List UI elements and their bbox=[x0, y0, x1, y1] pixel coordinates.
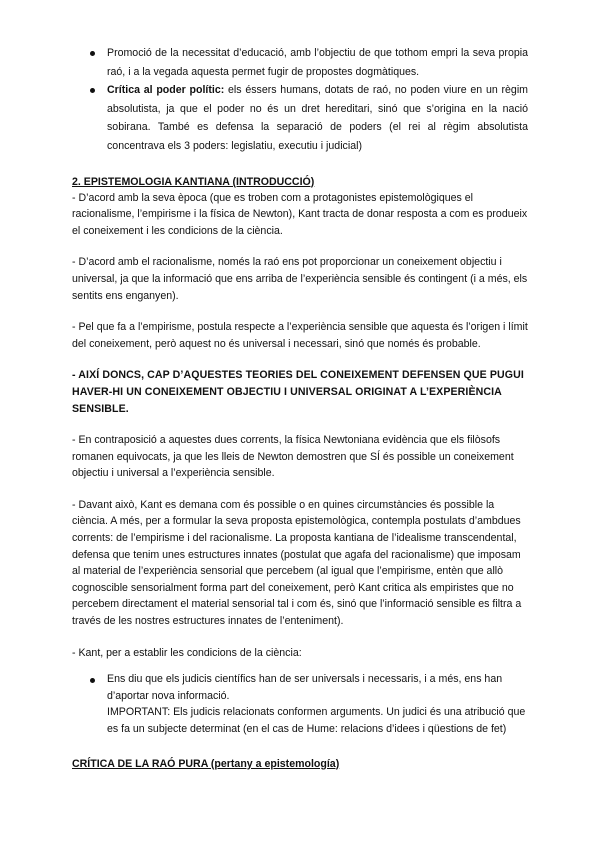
bullet-text-important: IMPORTANT: Els judicis relacionats conformen arguments. Un judici és una atribució que es fa un subjecte determinat (en el cas de Hume: relacions d’idees i qüestions de fet) bbox=[107, 706, 526, 735]
list-item bbox=[90, 671, 528, 737]
list-item bbox=[90, 44, 528, 81]
bullet-icon bbox=[90, 88, 95, 93]
document-page bbox=[72, 44, 528, 772]
bullet-list-kant bbox=[72, 671, 528, 737]
paragraph: - D’acord amb la seva època (que es troben com a protagonistes epistemològiques el racionalisme, l’empirisme i la física de Newton), Kant tracta de donar resposta a com es produeix el coneixement i les condicions de la ciència. bbox=[72, 191, 528, 237]
bullet-icon bbox=[90, 51, 95, 56]
bullet-icon bbox=[90, 678, 95, 683]
paragraph: - Davant això, Kant es demana com és possible o en quines circumstàncies és possible la ciència. A més, per a formular la seva proposta epistemològica, contempla postulats d’ambdues corrents: de l’empirisme i del racionalisme. La proposta kantiana de l’idealisme transcendental, defensa que tenim unes estructures innates (postulat que agafa del racionalisme) que imposam al material de l’experiència sensorial que percebem (al igual que l’empirisme, entèn que allò cognoscible sensorialment forma part del coneixement, però Kant critica als empiristes que no percebem directament el material sensorial tal i com és, sinó que l’informació sensible es filtra a través de les nostres estructures innates de l’enteniment). bbox=[72, 498, 522, 628]
bullet-text-critica: els éssers humans, dotats de raó, no poden viure en un règim absolutista, ja que el poder no és un dret hereditari, sinó que s’origina en la nació sobirana. També es defensa la separació de poders (el rei al règim absolutista concentrava els 3 poders: legislatiu, executiu i judicial) bbox=[107, 84, 528, 152]
paragraph: - D’acord amb el racionalisme, només la raó ens pot proporcionar un coneixement objectiu i universal, ja que la informació que ens arriba de l’experiència sensible és contingent (i a més, els sentits ens enganyen). bbox=[72, 256, 528, 302]
list-item bbox=[90, 81, 528, 155]
paragraph: - En contraposició a aquestes dues corrents, la física Newtoniana evidència que els filòsofs romanen equivocats, ja que les lleis de Newton demostren que SÍ és possible un coneixement objectiu i universal a l’experiència sensible. bbox=[72, 434, 514, 480]
section-heading: CRÍTICA DE LA RAÓ PURA (pertany a epistemología) bbox=[72, 757, 340, 770]
paragraph: - Pel que fa a l’empirisme, postula respecte a l’experiència sensible que aquesta és l’origen i límit del coneixement, però aquest no és universal i necessari, sinó que només és probable. bbox=[72, 321, 528, 350]
section-heading: 2. EPISTEMOLOGIA KANTIANA (INTRODUCCIÓ) bbox=[72, 175, 315, 188]
bullet-list-illustration bbox=[72, 44, 528, 156]
bullet-text-judicis: Ens diu que els judicis científics han de ser universals i necessaris, i a més, ens han d’aportar nova informació. bbox=[107, 673, 503, 702]
bullet-text-promocio: Promoció de la necessitat d’educació, amb l’objectiu de que tothom empri la seva propia raó, i a la vegada aquesta permet fugir de propostes dogmàtiques. bbox=[107, 47, 528, 78]
bullet-bold-label: Crítica al poder polític: bbox=[107, 84, 225, 97]
conclusion-paragraph: - AIXÍ DONCS, CAP D’AQUESTES TEORIES DEL CONEIXEMENT DEFENSEN QUE PUGUI HAVER-HI UN CONEIXEMENT OBJECTIU I UNIVERSAL ORIGINAT A L’EXPERIÈNCIA SENSIBLE. bbox=[72, 369, 524, 415]
paragraph: - Kant, per a establir les condicions de la ciència: bbox=[72, 646, 302, 659]
